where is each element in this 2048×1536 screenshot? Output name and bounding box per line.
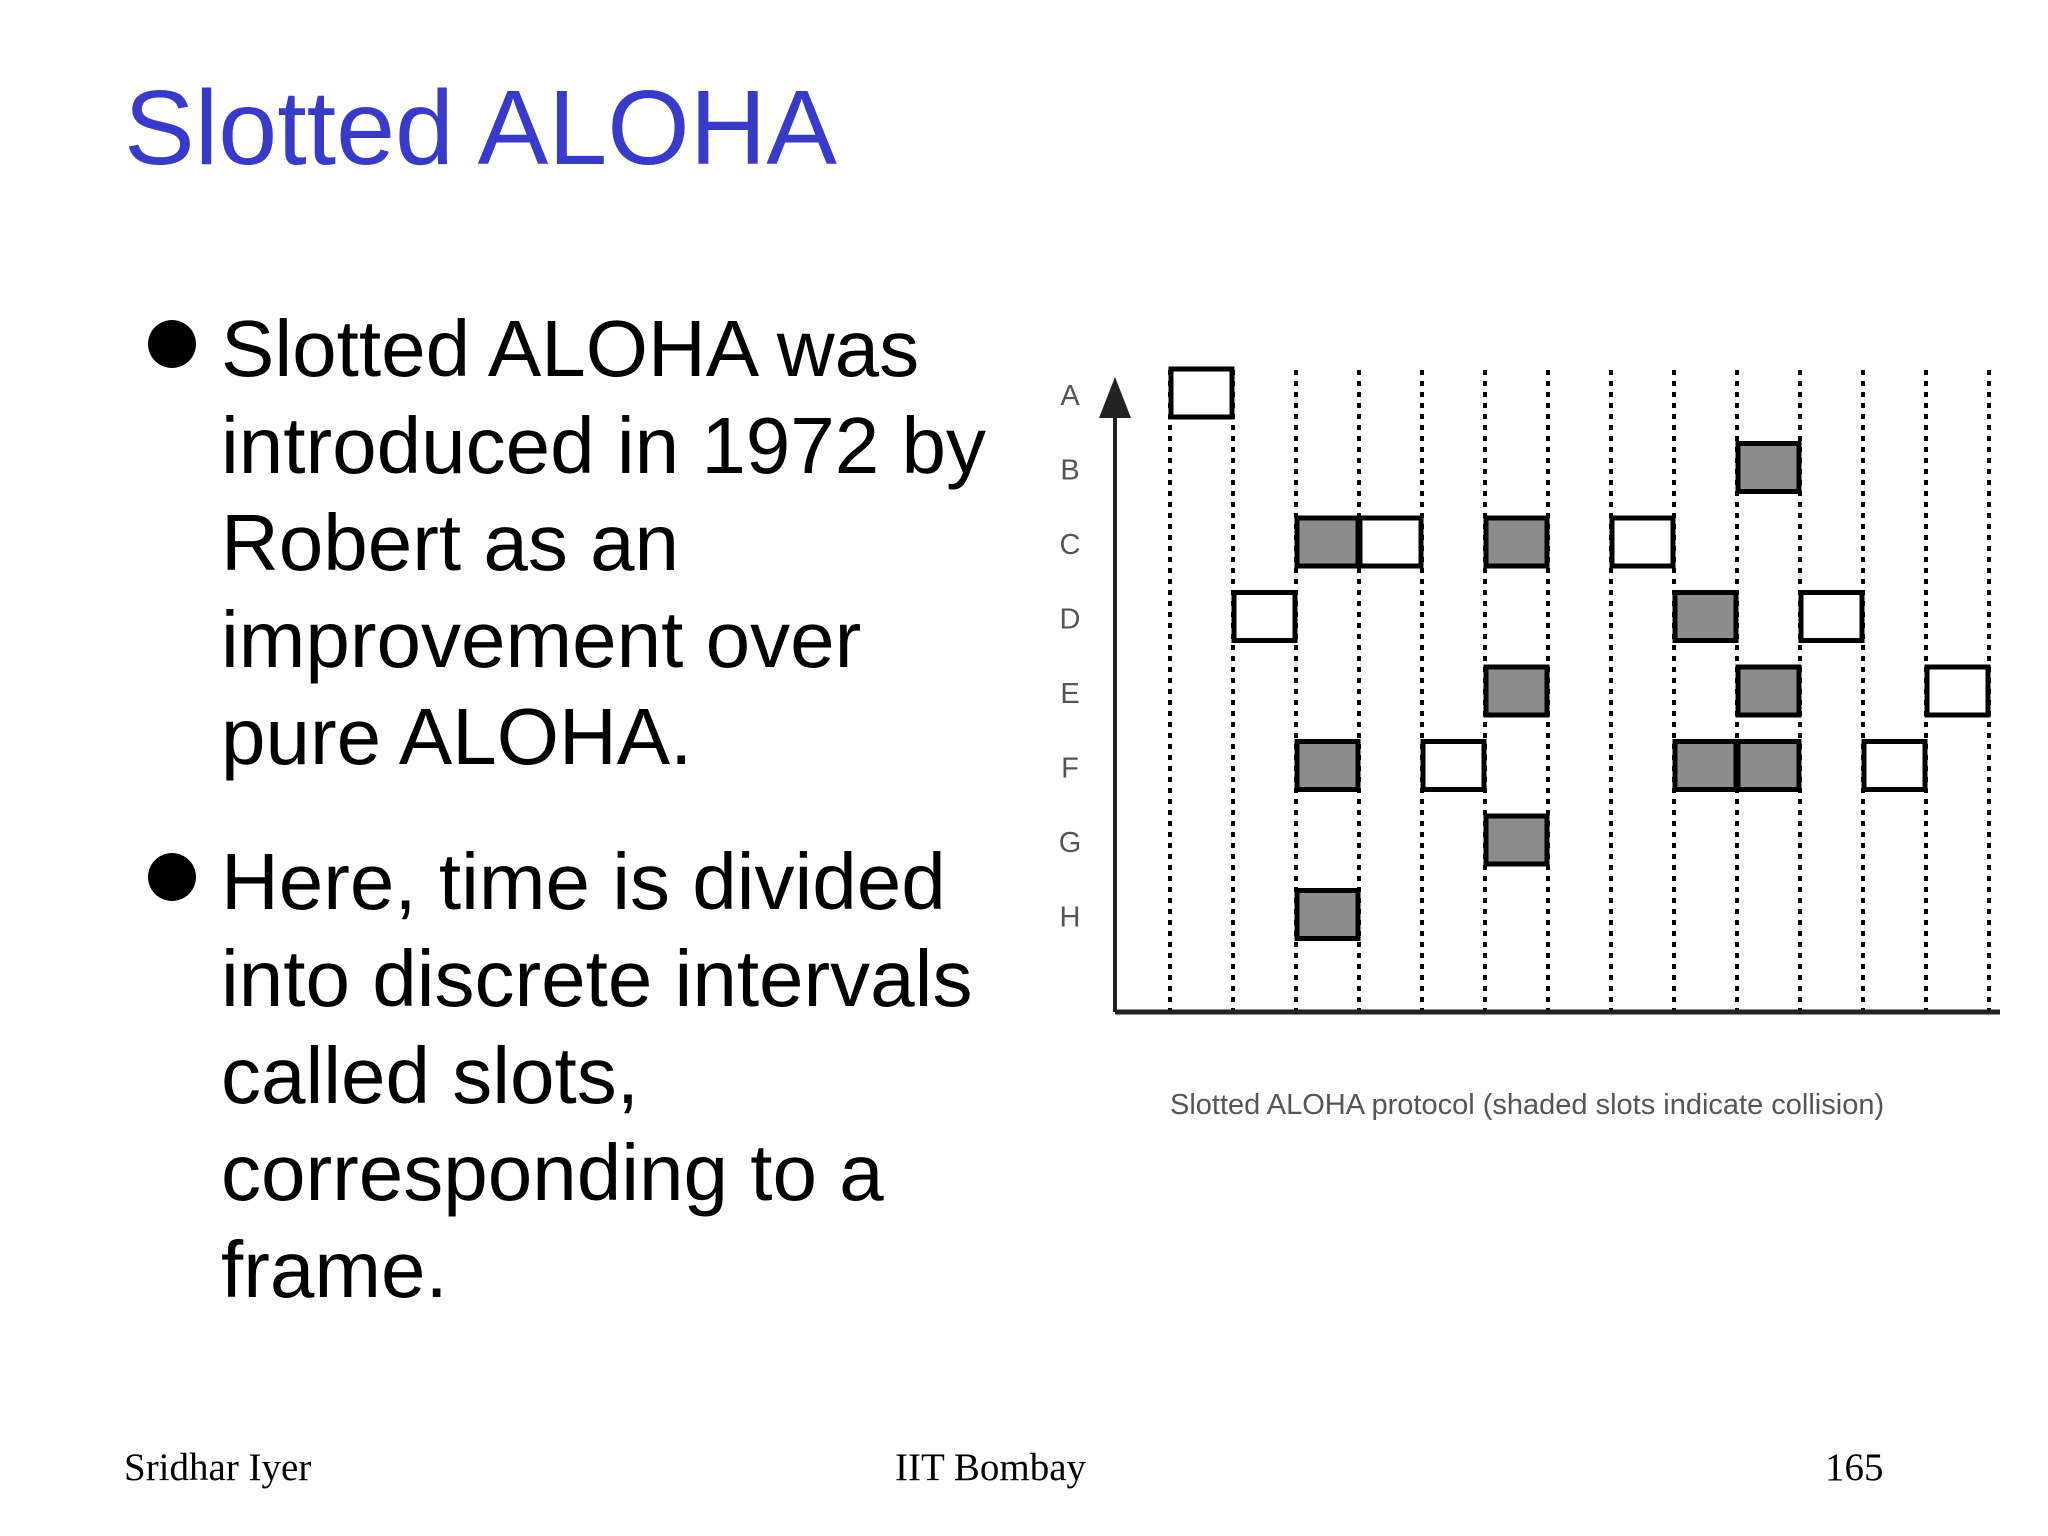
bullet-text: Slotted ALOHA was introduced in 1972 by Robert as an improvement over pure ALOHA.	[221, 304, 986, 781]
bullet-text: Here, time is divided into discrete intervals called slots, corresponding to a frame.	[221, 837, 973, 1314]
slide-title: Slotted ALOHA	[124, 69, 837, 187]
collided-frame	[1486, 667, 1547, 715]
footer-page-number: 165	[1825, 1446, 1884, 1489]
diagram-caption: Slotted ALOHA protocol (shaded slots indicate collision)	[1170, 1089, 1885, 1121]
frames	[1171, 369, 1988, 939]
station-label: H	[1059, 901, 1081, 934]
bullet-dot-icon	[148, 853, 196, 901]
station-axis-arrowhead-icon	[1099, 377, 1131, 418]
collided-frame	[1738, 742, 1799, 790]
successful-frame	[1612, 518, 1673, 566]
collided-frame	[1675, 742, 1736, 790]
collided-frame	[1297, 742, 1358, 790]
successful-frame	[1864, 742, 1925, 790]
bullet-item	[140, 833, 1020, 1318]
station-label: B	[1060, 454, 1080, 487]
station-labels	[1059, 380, 1082, 934]
collided-frame	[1675, 593, 1736, 641]
slot-boundaries	[1170, 370, 1989, 1010]
footer-institution: IIT Bombay	[895, 1446, 1087, 1489]
collided-frame	[1486, 518, 1547, 566]
collided-frame	[1297, 518, 1358, 566]
slotted-aloha-diagram	[1040, 360, 2020, 1140]
station-label: F	[1061, 752, 1079, 785]
bullet-list	[140, 300, 1020, 1366]
station-label: E	[1060, 678, 1080, 710]
bullet-item	[140, 300, 1020, 785]
collided-frame	[1486, 816, 1547, 864]
successful-frame	[1171, 369, 1232, 417]
successful-frame	[1801, 593, 1862, 641]
station-label: D	[1059, 603, 1081, 636]
successful-frame	[1423, 742, 1484, 790]
collided-frame	[1297, 891, 1358, 939]
station-label: C	[1059, 529, 1081, 561]
successful-frame	[1234, 593, 1295, 641]
footer-author: Sridhar Iyer	[124, 1446, 312, 1489]
station-label: G	[1058, 827, 1082, 859]
successful-frame	[1360, 518, 1421, 566]
collided-frame	[1738, 444, 1799, 492]
collided-frame	[1738, 667, 1799, 715]
bullet-dot-icon	[148, 320, 196, 368]
successful-frame	[1927, 667, 1988, 715]
station-label: A	[1060, 380, 1080, 412]
